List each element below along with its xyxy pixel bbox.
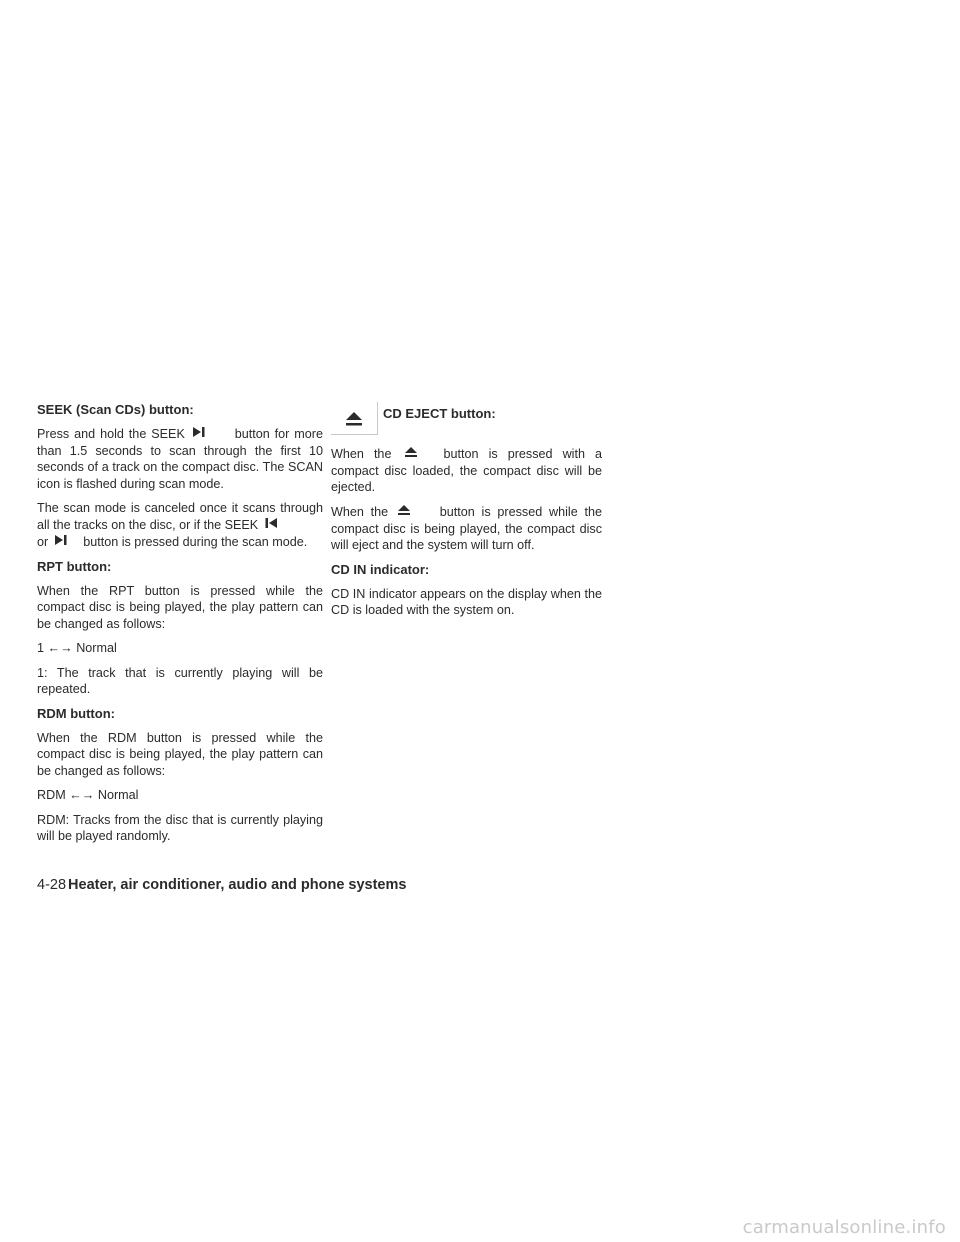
left-column	[37, 402, 323, 853]
seek-heading: SEEK (Scan CDs) button:	[37, 402, 194, 417]
eject-icon	[331, 402, 377, 434]
cdin-heading: CD IN indicator:	[331, 561, 430, 577]
rpt-cycle: 1 ←→ Normal	[37, 641, 117, 656]
rdm-heading: RDM button:	[37, 705, 115, 721]
eject-paragraph-1	[331, 446, 602, 496]
eject-p1-start: When the	[331, 447, 392, 461]
eject-icon-inline-2	[397, 504, 411, 521]
seek-forward-icon-2	[54, 534, 68, 551]
seek-paragraph-2	[37, 500, 323, 550]
seek-p2-end: button is pressed during the scan mode.	[83, 534, 308, 549]
seek-p1-start: Press and hold the SEEK	[37, 427, 185, 441]
chapter-title: Heater, air conditioner, audio and phone systems	[68, 877, 407, 893]
seek-p2-or: or	[37, 534, 49, 549]
seek-paragraph-1	[37, 426, 323, 492]
seek-p2-start: The scan mode is canceled once it scans through all the tracks on the disc, or if the SEEK	[37, 501, 323, 532]
eject-p2-start: When the	[331, 504, 389, 519]
rpt-paragraph-1: When the RPT button is pressed while the compact disc is being played, the play pattern can be changed as follows:	[37, 583, 323, 631]
page-footer	[37, 876, 406, 894]
seek-forward-icon	[192, 426, 206, 443]
rpt-paragraph-2: 1: The track that is currently playing will be repeated.	[37, 665, 323, 697]
eject-heading: CD EJECT button:	[383, 406, 496, 421]
eject-paragraph-2	[331, 504, 602, 554]
rdm-paragraph-2: RDM: Tracks from the disc that is currently playing will be played randomly.	[37, 812, 323, 844]
seek-p1-end: button for more than 1.5 seconds to scan through the first 10 seconds of a track on the compact disc. The SCAN icon is flashed during scan mode.	[37, 427, 324, 491]
rdm-cycle: RDM ←→ Normal	[37, 788, 139, 803]
eject-icon-inline	[404, 446, 418, 463]
cdin-paragraph: CD IN indicator appears on the display when the CD is loaded with the system on.	[331, 586, 602, 618]
right-column	[331, 446, 602, 627]
rpt-heading: RPT button:	[37, 558, 112, 574]
eject-p2-end: button is pressed while the compact disc is being played, the compact disc will eject and the system will turn off.	[331, 504, 602, 553]
page-number: 4-28	[37, 877, 67, 893]
seek-back-icon	[264, 517, 278, 534]
eject-icon-box	[331, 402, 378, 435]
rdm-paragraph-1: When the RDM button is pressed while the compact disc is being played, the play pattern can be changed as follows:	[37, 730, 323, 778]
eject-p1-end: button is pressed with a compact disc loaded, the compact disc will be ejected.	[331, 447, 603, 495]
watermark: carmanualsonline.info	[742, 1217, 946, 1238]
